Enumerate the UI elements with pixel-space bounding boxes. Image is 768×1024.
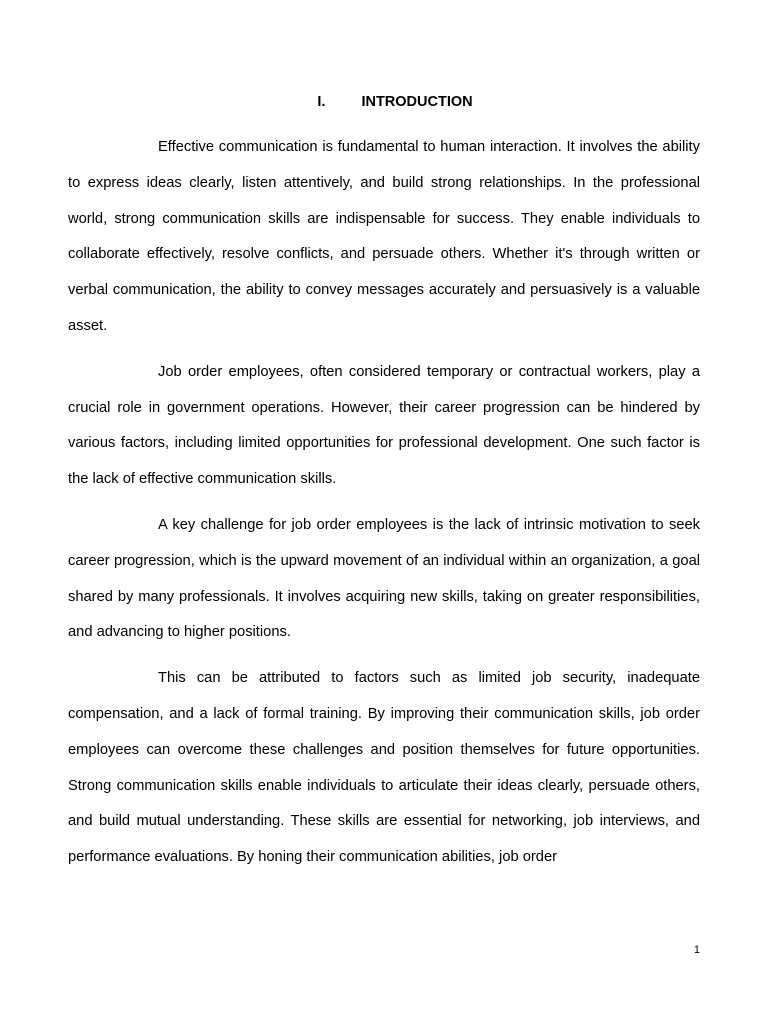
paragraph: A key challenge for job order employees is the lack of intrinsic motivation to seek career progression, which is the upward movement of an individual within an organization, a goal shared by many professionals. It involves acquiring new skills, taking on greater responsibilities, and advancing to higher positions. xyxy=(68,516,700,641)
body-text xyxy=(68,130,700,886)
page-number: 1 xyxy=(693,944,700,956)
paragraph: Effective communication is fundamental to human interaction. It involves the ability to express ideas clearly, listen attentively, and build strong relationships. In the professional world, strong communication skills are indispensable for success. They enable individuals to collaborate effectively, resolve conflicts, and persuade others. Whether it's through written or verbal communication, the ability to convey messages accurately and persuasively is a valuable asset. xyxy=(68,139,700,334)
section-number: I. xyxy=(317,94,326,110)
section-heading xyxy=(0,92,768,112)
paragraph: This can be attributed to factors such as limited job security, inadequate compensation, and a lack of formal training. By improving their communication skills, job order employees can overcome these challenges and position themselves for future opportunities. Strong communication skills enable individuals to articulate their ideas clearly, persuade others, and build mutual understanding. These skills are essential for networking, job interviews, and performance evaluations. By honing their communication abilities, job order xyxy=(68,670,700,866)
paragraph: Job order employees, often considered temporary or contractual workers, play a crucial role in government operations. However, their career progression can be hindered by various factors, including limited opportunities for professional development. One such factor is the lack of effective communication skills. xyxy=(68,363,700,488)
section-title: INTRODUCTION xyxy=(361,94,473,110)
